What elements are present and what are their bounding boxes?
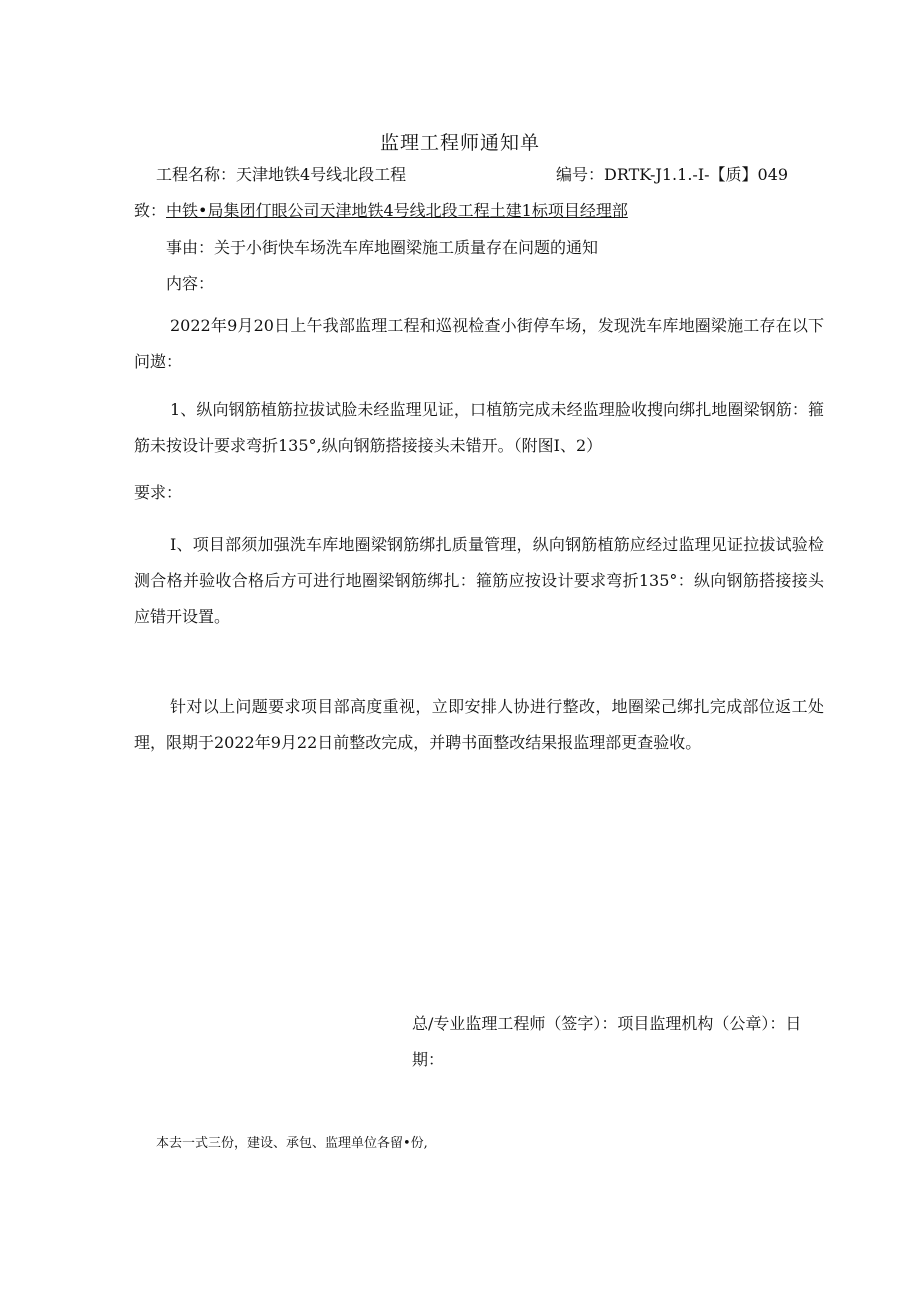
copies-footnote: 本去一式三份，建设、承包、监理单位各留•份, <box>156 1136 428 1151</box>
paragraph-requirement-1: I、项目部须加强洗车库地圈梁钢筋绑扎质量管理，纵向钢筋植筋应经过监理见证拉拔试验检测合格并验收合格后方可进行地圈梁钢筋绑扎：箍筋应按设计要求弯折135°：纵向钢筋搭接接头应错开设置。 <box>134 535 824 626</box>
document-number: 编号：DRTK-J1.1.-I-【质】049 <box>556 165 789 184</box>
paragraph-inspection: 2022年9月20日上午我部监理工程和巡视检查小街停车场，发现洗车库地圈梁施工存在以下问遨： <box>134 316 824 371</box>
recipient-line <box>134 198 628 221</box>
document-title: 监理工程师通知单 <box>379 132 540 154</box>
requirements-label: 要求： <box>134 483 183 502</box>
recipient-prefix: 致： <box>134 201 167 220</box>
paragraph-rectification: 针对以上问题要求项目部高度重视，立即安排人协进行整改，地圈梁己绑扎完成部位返工处理，限期于2022年9月22日前整改完成，并聘书面整改结果报监理部更查验收。 <box>134 697 824 752</box>
project-name: 工程名称：天津地铁4号线北段工程 <box>156 165 407 184</box>
paragraph-issue-1: 1、纵向钢筋植筋拉拔试脸未经监理见证，口植筋完成未经监理脸收搜向绑扎地圈梁钢筋：箍筋未按设计要求弯折135°,纵向钢筋搭接接头未错开。（附图I、2） <box>134 400 824 455</box>
content-label: 内容： <box>166 274 215 293</box>
signature-block: 总/专业监理工程师（签字）：项目监理机构（公章）：日期： <box>412 1014 802 1069</box>
recipient-name: 中铁•局集团仃眼公司天津地铁4号线北段工程土建1标项目经理部 <box>166 201 628 220</box>
subject-line: 事由：关于小街快车场洗车库地圈梁施工质量存在问题的通知 <box>166 238 599 257</box>
